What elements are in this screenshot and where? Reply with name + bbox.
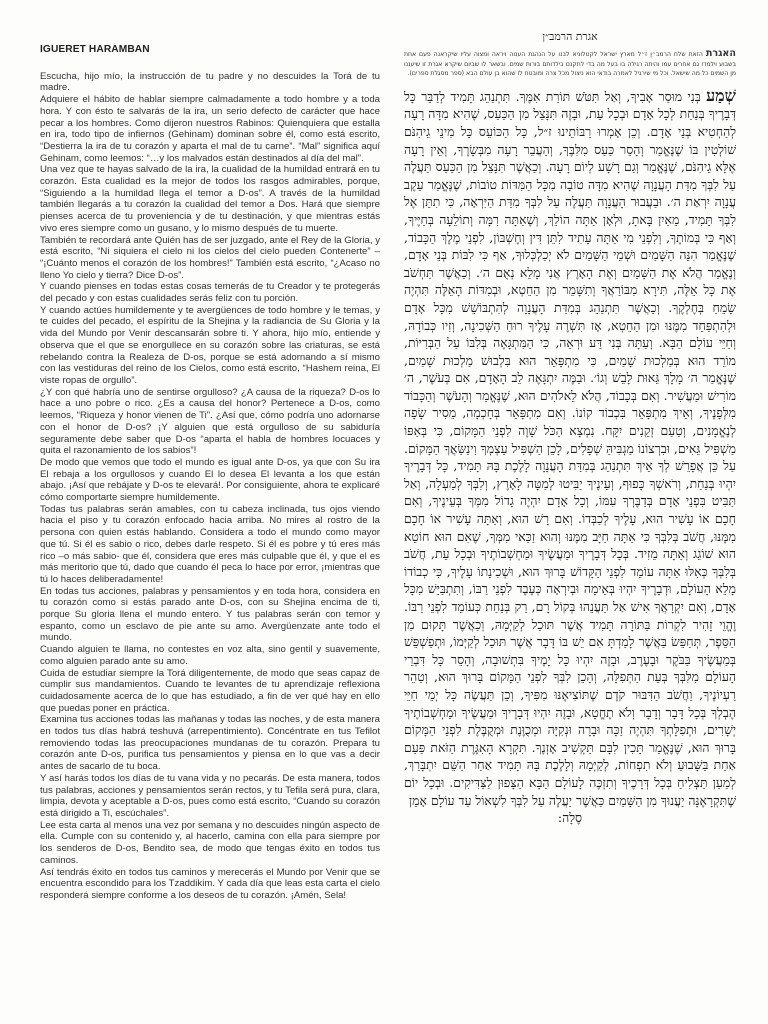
spanish-paragraph: También te recordará ante Quién has de ser juzgado, ante el Rey de la Gloria, y está escrito, “Ni siquiera el cielo ni los cielos del cielo pueden Contenerte” – “¡Cuánto menos el corazón de los hombres!” También está escrito, “¿Acaso no lleno Yo cielo y tierra? Dice D-os”.	[40, 234, 380, 281]
spanish-paragraph: Todas tus palabras serán amables, con tu cabeza inclinada, tus ojos viendo hacia el piso y tu corazón enfocado hacia arriba. No mires al rostro de la persona con quien estás hablando. Considera a todo el mundo como mayor que tú. Si él es sabio o rico, debes darle respeto. Si él es pobre y tú eres más rico –o más sabio- que él, considera que eres más culpable que él, y que el es más meritorio que tú, dado que cuando él peca lo hace por error, ¡mientras que tú lo haces deliberadamente!	[40, 503, 380, 585]
hebrew-intro-bold: האגרת	[705, 48, 737, 59]
hebrew-intro-text: הזאת שלח הרמב״ן ז״ל מארץ ישראל לקטלוניא לבנו על הנהגת הענוה ויראה ומצוה עליו שיקראנה פעם אחת בשבוע וילמדו גם אחרים עמו והיתה רגילה בו בעל מה בדי לתקנם בילדותם בורות שמים. ובשאר לו שביום שיקרא אגרת זו שיעננו מן השמים כל מה שישאל. וכל מי שירגיל לאמרה בודאי הוא ניצול מכל צרה ומובטח לו שהוא בן עולם הבא (ספר מסגלת ספרים).	[404, 51, 736, 78]
spanish-paragraph: ¿Y con qué habría uno de sentirse orgulloso? ¿A causa de la riqueza? D-os lo hace a uno pobre o rico. ¿Es a causa del honor? Pertenece a D-os, como leemos, “Riqueza y honor vienen de Ti”. ¿Así que, cómo podría uno adornarse con el honor de D-os? ¡Y alguien que está orgulloso de su sabiduría seguramente debe saber que D-os “aparta el habla de hombres locuaces y quita el razonamiento de los sabios”!	[40, 386, 380, 457]
spanish-title: IGUERET HARAMBAN	[40, 44, 150, 55]
hebrew-intro	[404, 49, 736, 79]
spanish-paragraph: Y cuando actúes humildemente y te avergüences de todo hombre y le temas, y te cuides del pecado, el espíritu de la Shejina y la radiancia de Su Gloria y la vida del Mundo por Venir descansarán sobre ti. Y ahora, hijo mío, entiende y observa que el que se enorgullece en su corazón sobre las criaturas, se está rebelando contra la Realeza de D-os, porque se está adornando a sí mismo con las vestiduras del reino de los Cielos, como está escrito, “Hashem reina, El viste ropas de orgullo”.	[40, 304, 380, 386]
hebrew-title: אגרת הרמב״ן	[542, 30, 598, 43]
spanish-paragraph: Adquiere el hábito de hablar siempre calmadamente a todo hombre y a toda hora. Y con ésto te salvarás de la ira, un serio defecto de carácter que hace pecar a los hombres. Como dijeron nuestros Rabinos: Quienquiera que estalla en ira, todo tipo de infiernos (Gehinam) dominan sobre él, como está escrito, “Destierra la ira de tu corazón y aparta el mal de tu carne”. “Mal” significa aquí Gehinam, como leemos: “…y los malvados están destinados al día del mal”.	[40, 94, 380, 164]
spanish-paragraph: Y así harás todos los días de tu vana vida y no pecarás. De esta manera, todos tus palabras, acciones y pensamientos serán rectos, y tu Tefila será pura, clara, limpia, devota y aceptable a D-os, pues como está escrito, “Cuando su corazón está dirigido a Ti, escúchales”.	[40, 772, 380, 819]
spanish-body	[40, 71, 380, 902]
spanish-paragraph: En todas tus acciones, palabras y pensamientos y en toda hora, considera en tu corazón como si estás parado ante D-os, con su Shejina encima de ti, porque Su gloria llena el mundo entero. Y tus palabras serán con temor y espanto, como un esclavo de pie ante su amo. Avergüenzate ante todo el mundo.	[40, 585, 380, 644]
spanish-paragraph: Cuando alguien te llama, no contestes en voz alta, sino gentil y suavemente, como alguien parado ante su amo.	[40, 644, 380, 667]
spanish-paragraph: Así tendrás éxito en todos tus caminos y merecerás el Mundo por Venir que se encuentra escondido para los Tzaddikim. Y cada día que leas esta carta el cielo responderá siempre conforme a los deseos de tu corazón. ¡Amén, Sela!	[40, 866, 380, 901]
spanish-paragraph: Cuida de estudiar siempre la Torá diligentemente, de modo que seas capaz de cumplir sus mandamientos. Cuando te levantes de tu aprendizaje reflexiona cuidadosamente acerca de lo que has estudiado, a fin de ver qué hay en ello que puedas poner en práctica.	[40, 667, 380, 714]
spanish-column	[40, 44, 380, 1014]
spanish-paragraph: De modo que vemos que todo el mundo es igual ante D-os, ya que con Su ira El rebaja a los orgullosos y cuando El lo desea El levanta a los que están abajo. ¡Así que rebájate y D-os te elevará!. Por consiguiente, ahora te explicaré cómo comportarte siempre humildemente.	[40, 456, 380, 504]
hebrew-column	[404, 30, 736, 1016]
spanish-paragraph: Escucha, hijo mío, la instrucción de tu padre y no descuides la Torá de tu madre.	[40, 70, 380, 94]
spanish-paragraph: Y cuando pienses en todas estas cosas temerás de tu Creador y te protegerás del pecado y con estas cualidades serás feliz con tu porción.	[40, 281, 380, 305]
spanish-paragraph: Examina tus acciones todas las mañanas y todas las noches, y de esta manera en todos tus días habrá teshuvá (arrepentimiento). Concéntrate en tus Tefilot removiendo todas las preocupaciones mundanas de tu corazón. Prepara tu corazón ante D-os, purifica tus pensamientos y piensa en lo que vas a decir antes de sacarlo de tu boca.	[40, 714, 380, 773]
spanish-paragraph: Una vez que te hayas salvado de la ira, la cualidad de la humildad entrará en tu corazón. Esta cualidad es la mejor de todos los rasgos admirables, porque, “Siguiendo a la humildad llega el temor a D-os”. A través de la humildad también llegarás a tu corazón la cualidad del temor a Dos. Hará que siempre pienses acerca de tu proveniencia y de tu destinación, y que mientras estás vivo eres siempre como un gusano, y lo mismo después de tu muerte.	[40, 164, 380, 234]
hebrew-opening-word: שְׁמַע	[706, 85, 736, 105]
spanish-paragraph: Lee esta carta al menos una vez por semana y no descuides ningún aspecto de ella. Cumple con su contenido y, al hacerlo, camina con ella para siempre por los senderos de D-os, Bendito sea, de modo que tengas éxito en todos tus caminos.	[40, 819, 380, 866]
hebrew-closing: סֶלָה:	[557, 810, 583, 826]
hebrew-body-text: בְּנִי מוּסַר אָבִיךָ, וְאַל תִּטֹּשׁ תּוֹרַת אִמֶּךָ. תִּתְנַהֵג תָּמִיד לְדַבֵּר כָּל דְּבָרֶיךָ בְּנַחַת לְכָל אָדָם וּבְכָל עֵת, וּבָזֶה תִּנָּצֵל מִן הַכַּעַס, שֶׁהִיא מִדָּה רָעָה לְהַחְטִיא בְּנֵי אָדָם. וְכֵן אָמְרוּ רַבּוֹתֵינוּ ז״ל, כָּל הַכּוֹעֵס כָּל מִינֵי גֵיהִנֹּם שׁוֹלְטִין בּוֹ שֶׁנֶּאֱמַר וְהָסֵר כַּעַס מִלִּבֶּךָ, וְהַעֲבֵר רָעָה מִבְּשָׂרֶךָ, וְאֵין רָעָה אֶלָּא גֵיהִנֹּם, שֶׁנֶּאֱמַר וְגַם רָשָׁע לְיוֹם רָעָה. וְכַאֲשֶׁר תִּנָּצֵל מִן הַכַּעַס תַּעֲלֶה עַל לִבְּךָ מִדַּת הָעֲנָוָה שֶׁהִיא מִדָּה טוֹבָה מִכָּל הַמִּדּוֹת טוֹבוֹת, שֶׁנֶּאֱמַר עֵקֶב עֲנָוָה יִרְאַת ה׳. וּבַעֲבוּר הָעֲנָוָה תַּעֲלֶה עַל לִבְּךָ מִדַּת הַיִּרְאָה, כִּי תִתֵּן אֶל לִבְּךָ תָּמִיד, מֵאַיִן בָּאתָ, וּלְאָן אַתָּה הוֹלֵךְ, וְשֶׁאַתָּה רִמָּה וְתוֹלֵעָה בְּחַיֶּיךָ, וְאַף כִּי בְּמוֹתֶךָ, וְלִפְנֵי מִי אַתָּה עָתִיד לִתֵּן דִּין וְחֶשְׁבּוֹן, לִפְנֵי מֶלֶךְ הַכָּבוֹד, שֶׁנֶּאֱמַר הִנֵּה הַשָּׁמַיִם וּשְׁמֵי הַשָּׁמַיִם לֹא יְכַלְכְּלוּךָ, אַף כִּי לִבּוֹת בְּנֵי אָדָם, וְנֶאֱמַר הֲלֹא אֶת הַשָּׁמַיִם וְאֶת הָאָרֶץ אֲנִי מָלֵא נְאֻם ה׳. וְכַאֲשֶׁר תַּחְשֹׁב אֶת כָּל אֵלֶּה, תִּירָא מִבּוֹרַאֲךָ וְתִשָּׁמֵר מִן הַחֵטְא, וּבְמִדּוֹת הָאֵלֶּה תִּהְיֶה שָׂמֵחַ בְּחֶלְקֶךָ. וְכַאֲשֶׁר תִּתְנַהֵג בְּמִדַּת הָעֲנָוָה לְהִתְבּוֹשֵׁשׁ מִכָּל אָדָם וּלְהִתְפַּחֵד מִמֶּנּוּ וּמִן הַחֵטְא, אָז תִּשְׁרֶה עָלֶיךָ רוּחַ הַשְּׁכִינָה, וְזִיו כְּבוֹדָהּ, וְחַיֵּי עוֹלָם הַבָּא. וְעַתָּה בְּנִי דַּע וּרְאֵה, כִּי הַמִּתְגָּאֶה בְּלִבּוֹ עַל הַבְּרִיּוֹת, מוֹרֵד הוּא בְּמַלְכוּת שָׁמַיִם, כִּי מִתְפָּאֵר הוּא בִּלְבוּשׁ מַלְכוּת שָׁמַיִם, שֶׁנֶּאֱמַר ה׳ מָלָךְ גֵּאוּת לָבֵשׁ וְגוֹ׳. וּבַמֶּה יִתְגָּאֶה לֵב הָאָדָם, אִם בְּעֹשֶׁר, ה׳ מוֹרִישׁ וּמַעֲשִׁיר. וְאִם בְּכָבוֹד, הֲלֹא לֵאלֹהִים הוּא, שֶׁנֶּאֱמַר וְהָעֹשֶׁר וְהַכָּבוֹד מִלְּפָנֶיךָ, וְאֵיךְ מִתְפָּאֵר בִּכְבוֹד קוֹנוֹ. וְאִם מִתְפָּאֵר בְּחָכְמָה, מֵסִיר שָׂפָה לְנֶאֱמָנִים, וְטַעַם זְקֵנִים יִקָּח. נִמְצָא הַכֹּל שָׁוֶה לִפְנֵי הַמָּקוֹם, כִּי בְּאַפּוֹ מַשְׁפִּיל גֵּאִים, וּבִרְצוֹנוֹ מַגְבִּיהַּ שְׁפָלִים, לָכֵן הַשְׁפִּיל עַצְמְךָ וִינַשַּׂאֲךָ הַמָּקוֹם. עַל כֵּן אֲפָרֵשׁ לְךָ אֵיךְ תִּתְנַהֵג בְּמִדַּת הָעֲנָוָה לָלֶכֶת בָּהּ תָּמִיד, כָּל דְּבָרֶיךָ יִהְיוּ בְּנַחַת, וְרֹאשְׁךָ כָּפוּף, וְעֵינֶיךָ יַבִּיטוּ לְמַטָּה לָאָרֶץ, וְלִבְּךָ לְמַעְלָה, וְאַל תַּבִּיט בִּפְנֵי אָדָם בְּדַבֶּרְךָ עִמּוֹ, וְכָל אָדָם יִהְיֶה גָדוֹל מִמְּךָ בְּעֵינֶיךָ, וְאִם חָכָם אוֹ עָשִׁיר הוּא, עָלֶיךָ לְכַבְּדוֹ. וְאִם רָשׁ הוּא, וְאַתָּה עָשִׁיר אוֹ חָכָם מִמֶּנּוּ, חֲשֹׁב בְּלִבְּךָ כִּי אַתָּה חַיָּב מִמֶּנּוּ וְהוּא זַכַּאי מִמְּךָ, שֶׁאִם הוּא חוֹטֵא הוּא שׁוֹגֵג וְאַתָּה מֵזִיד. בְּכָל דְּבָרֶיךָ וּמַעֲשֶׂיךָ וּמַחְשְׁבוֹתֶיךָ וּבְכָל עֵת, חֲשֹׁב בְּלִבְּךָ כְּאִלּוּ אַתָּה עוֹמֵד לִפְנֵי הַקָּדוֹשׁ בָּרוּךְ הוּא, וּשְׁכִינָתוֹ עָלֶיךָ, כִּי כְבוֹדוֹ מָלֵא הָעוֹלָם, וּדְבָרֶיךָ יִהְיוּ בְּאֵימָה וּבְיִרְאָה כְּעֶבֶד לִפְנֵי רַבּוֹ, וְתִתְבַּיֵּשׁ מִכָּל אָדָם, וְאִם יִקְרָאֲךָ אִישׁ אַל תַּעֲנֵהוּ בְּקוֹל רָם, רַק בְּנַחַת כְּעוֹמֵד לִפְנֵי רַבּוֹ. וֶהֱוֵי זָהִיר לִקְרוֹת בַּתּוֹרָה תָּמִיד אֲשֶׁר תּוּכַל לְקַיְּמָהּ, וְכַאֲשֶׁר תָּקוּם מִן הַסֵּפֶר, תְּחַפֵּשׂ בַּאֲשֶׁר לָמַדְתָּ אִם יֵשׁ בּוֹ דָּבָר אֲשֶׁר תּוּכַל לְקַיְּמוֹ, וּתְפַשְׁפֵּשׁ בְּמַעֲשֶׂיךָ בַּבֹּקֶר וּבָעֶרֶב, וּבָזֶה יִהְיוּ כָּל יָמֶיךָ בִּתְשׁוּבָה, וְהָסֵר כָּל דִּבְרֵי הָעוֹלָם מִלִּבְּךָ בְּעֵת הַתְּפִלָּה, וְהָכֵן לִבְּךָ לִפְנֵי הַמָּקוֹם בָּרוּךְ הוּא, וְטַהֵר רַעְיוֹנֶיךָ, וַחֲשֹׁב הַדִּבּוּר קֹדֶם שֶׁתּוֹצִיאֶנּוּ מִפִּיךָ, וְכֵן תַּעֲשֶׂה כָּל יְמֵי חַיֵּי הֶבְלְךָ בְּכָל דָּבָר וְדָבָר וְלֹא תֶחֱטָא, וּבָזֶה יִהְיוּ דְּבָרֶיךָ וּמַעֲשֶׂיךָ וּמַחְשְׁבוֹתֶיךָ יְשָׁרִים, וּתְפִלָּתְךָ תִּהְיֶה זַכָּה וּבָרָה וּנְקִיָּה וּמְכֻוֶּנֶת וּמְקֻבֶּלֶת לִפְנֵי הַמָּקוֹם בָּרוּךְ הוּא, שֶׁנֶּאֱמַר תָּכִין לִבָּם תַּקְשִׁיב אָזְנֶךָ. תִּקְרָא הָאִגֶּרֶת הַזֹּאת פַּעַם אַחַת בַּשָּׁבוּעַ וְלֹא תִפְחוֹת, לְקַיְּמָהּ וְלָלֶכֶת בָּהּ תָּמִיד אַחַר הַשֵּׁם יִתְבָּרַךְ, לְמַעַן תַּצְלִיחַ בְּכָל דְּרָכֶיךָ וְתִזְכֶּה לָעוֹלָם הַבָּא הַצָּפוּן לַצַּדִּיקִים. וּבְכָל יוֹם שֶׁתִּקְרָאֶנָּה יַעֲנוּךָ מִן הַשָּׁמַיִם כַּאֲשֶׁר יַעֲלֶה עַל לִבְּךָ לִשְׁאוֹל עַד עוֹלָם אָמֵן	[404, 88, 736, 808]
hebrew-body	[404, 87, 736, 827]
